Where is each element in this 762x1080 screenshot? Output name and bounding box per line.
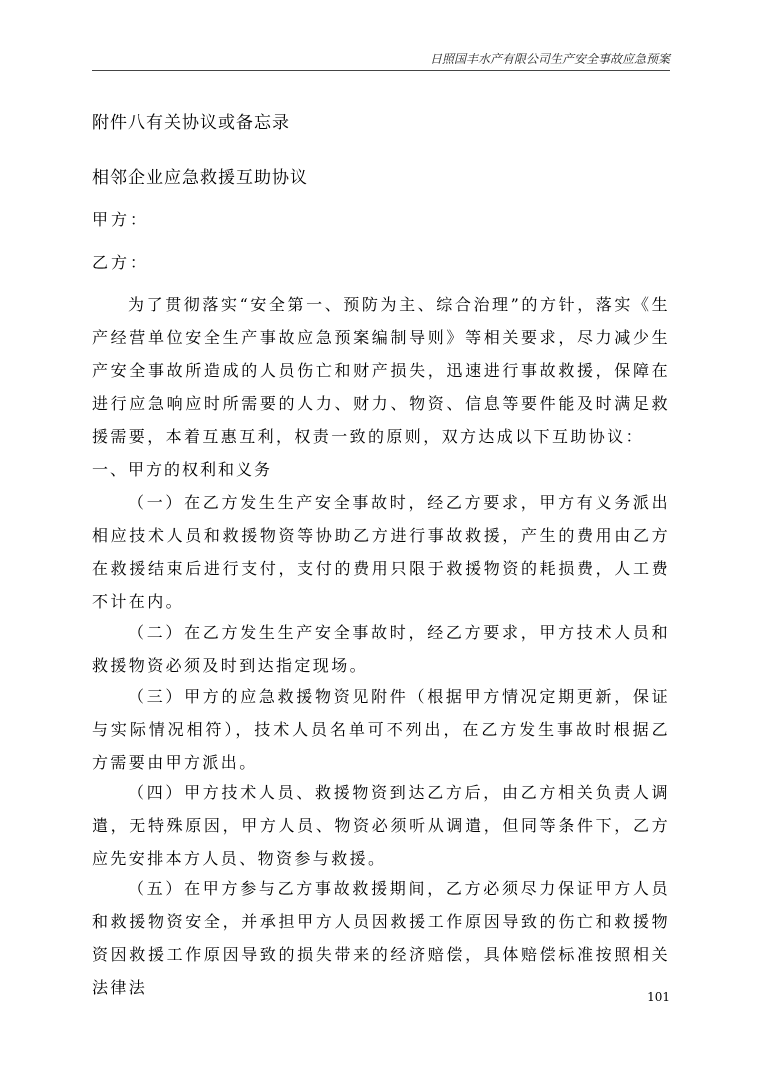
clause-2: （二）在乙方发生生产安全事故时，经乙方要求，甲方技术人员和救援物资必须及时到达指定现场。 [92,623,670,675]
party-b-label: 乙方： [92,253,150,272]
section-1-title: 一、甲方的权利和义务 [92,460,273,479]
agreement-title: 相邻企业应急救援互助协议 [92,168,308,188]
party-a-label: 甲方： [92,210,150,229]
intro-paragraph: 为了贯彻落实“安全第一、预防为主、综合治理”的方针，落实《生产经营单位安全生产事故应急预案编制导则》等相关要求，尽力减少生产安全事故所造成的人员伤亡和财产损失，迅速进行事故救援，保障在进行应急响应时所需要的人力、财力、物资、信息等要件能及时满足救援需要，本着互惠互利，权责一致的原则，双方达成以下互助协议： [92,295,670,446]
clause-1: （一）在乙方发生生产安全事故时，经乙方要求，甲方有义务派出相应技术人员和救援物资等协助乙方进行事故救援，产生的费用由乙方在救援结束后进行支付，支付的费用只限于救援物资的耗损费，人工费不计在内。 [92,493,670,611]
header-divider [92,70,670,71]
page-number: 101 [647,990,670,1004]
clause-4: （四）甲方技术人员、救援物资到达乙方后，由乙方相关负责人调遣，无特殊原因，甲方人员、物资必须听从调遣，但同等条件下，乙方应先安排本方人员、物资参与救援。 [92,783,670,868]
running-header: 日照国丰水产有限公司生产安全事故应急预案 [429,52,670,66]
attachment-title: 附件八有关协议或备忘录 [92,113,290,133]
clause-5: （五）在甲方参与乙方事故救援期间，乙方必须尽力保证甲方人员和救援物资安全，并承担甲方人员因救援工作原因导致的伤亡和救援物资因救援工作原因导致的损失带来的经济赔偿，具体赔偿标准按照相关法律法 [92,879,670,997]
clause-3: （三）甲方的应急救援物资见附件（根据甲方情况定期更新，保证与实际情况相符），技术人员名单可不列出，在乙方发生事故时根据乙方需要由甲方派出。 [92,687,670,772]
